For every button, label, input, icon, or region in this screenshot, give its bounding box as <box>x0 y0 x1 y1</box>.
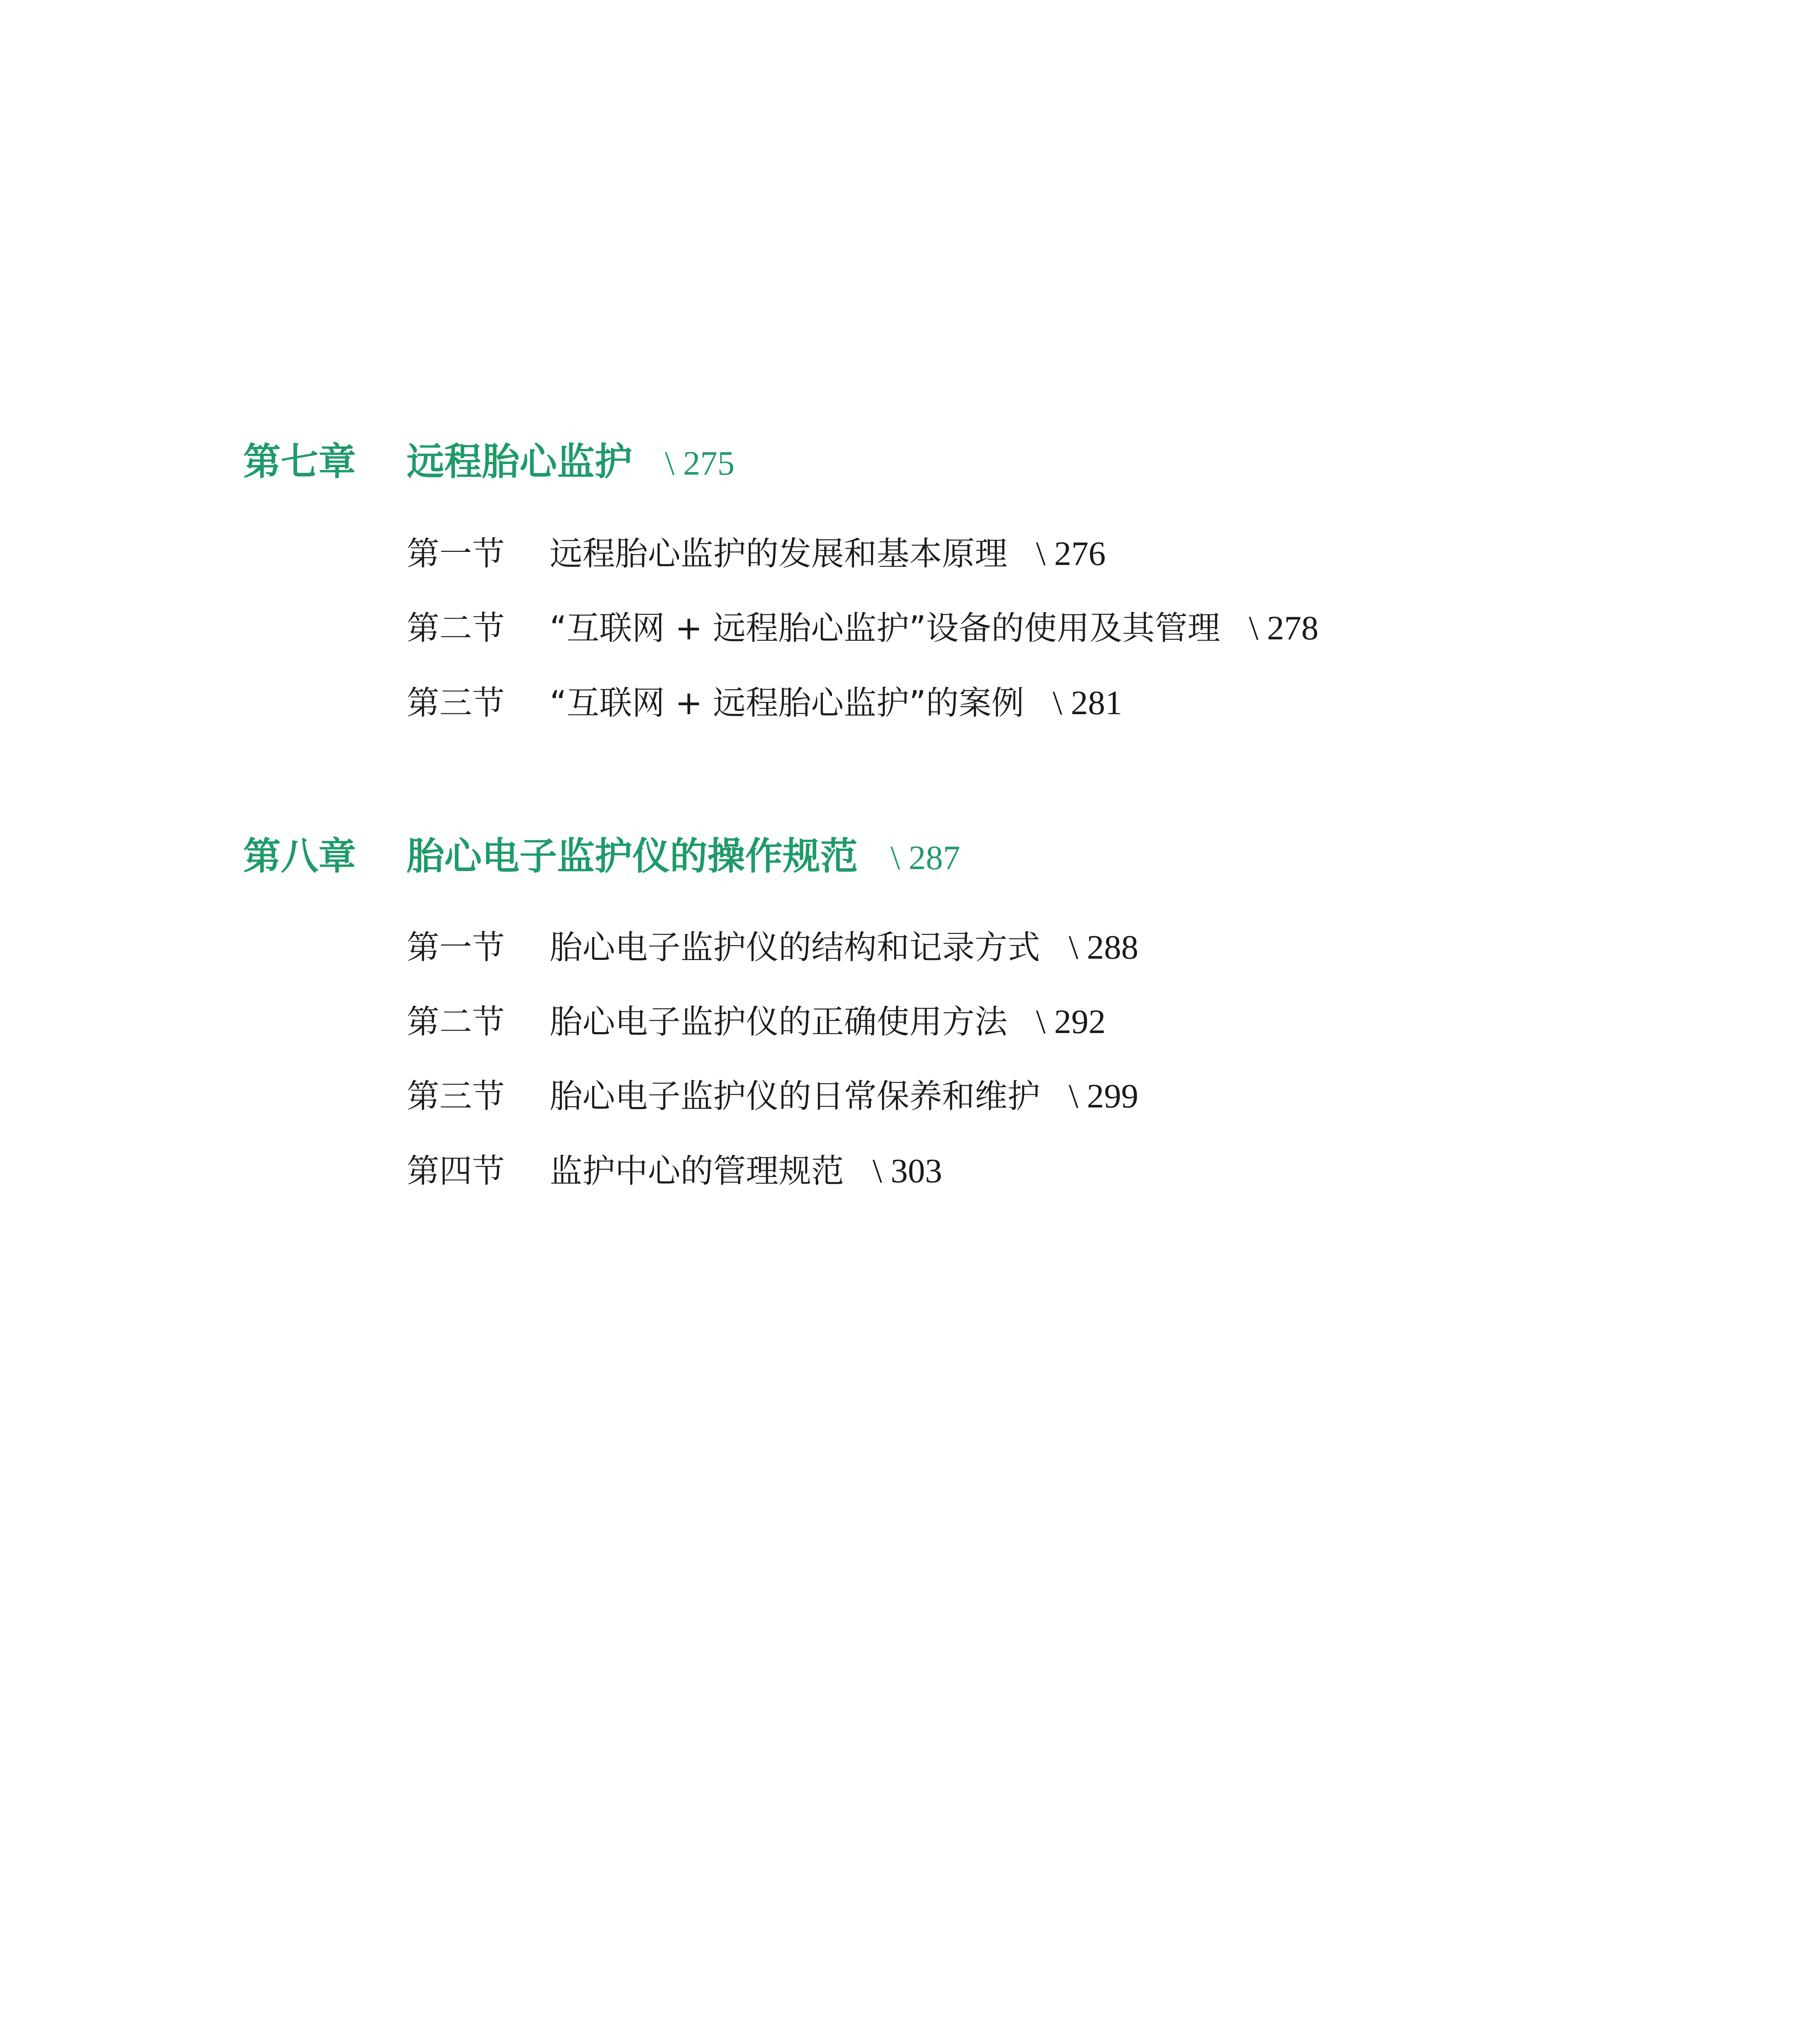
toc-entry[interactable] <box>407 681 1122 726</box>
toc-entry[interactable] <box>407 1000 1106 1044</box>
section-number: 第三节 <box>407 1077 505 1115</box>
chapter-heading[interactable] <box>243 832 960 881</box>
chapter-number: 第七章 <box>243 440 356 484</box>
section-page-ref: \ 288 <box>1069 928 1139 966</box>
section-title: 远程胎心监护的发展和基本原理 <box>550 535 1007 573</box>
section-number: 第三节 <box>407 684 505 722</box>
section-title: 胎心电子监护仪的结构和记录方式 <box>550 928 1040 966</box>
section-page-ref: \ 299 <box>1069 1077 1139 1115</box>
chapter-page-ref: \ 287 <box>891 839 960 877</box>
toc-entry[interactable] <box>407 1149 942 1194</box>
section-number: 第二节 <box>407 1003 505 1041</box>
section-title: “互联网 + 远程胎心监护”的案例 <box>550 684 1024 722</box>
chapter-number: 第八章 <box>243 834 356 878</box>
chapter-title: 胎心电子监护仪的操作规范 <box>407 834 858 878</box>
section-number: 第一节 <box>407 535 505 573</box>
section-page-ref: \ 292 <box>1036 1003 1106 1041</box>
section-title: 胎心电子监护仪的日常保养和维护 <box>550 1077 1040 1115</box>
section-number: 第四节 <box>407 1152 505 1190</box>
section-page-ref: \ 303 <box>873 1152 942 1190</box>
toc-entry[interactable] <box>407 531 1106 576</box>
section-page-ref: \ 278 <box>1249 609 1319 647</box>
section-number: 第一节 <box>407 928 505 966</box>
section-title: 监护中心的管理规范 <box>550 1152 844 1190</box>
section-title: 胎心电子监护仪的正确使用方法 <box>550 1003 1007 1041</box>
section-page-ref: \ 276 <box>1036 535 1106 573</box>
toc-entry[interactable] <box>407 606 1318 651</box>
section-title: “互联网 + 远程胎心监护”设备的使用及其管理 <box>550 609 1220 647</box>
section-number: 第二节 <box>407 609 505 647</box>
toc-entry[interactable] <box>407 1074 1138 1119</box>
chapter-page-ref: \ 275 <box>665 444 735 482</box>
toc-entry[interactable] <box>407 925 1138 970</box>
chapter-title: 远程胎心监护 <box>407 440 633 484</box>
section-page-ref: \ 281 <box>1052 684 1123 722</box>
chapter-heading[interactable] <box>243 437 734 486</box>
